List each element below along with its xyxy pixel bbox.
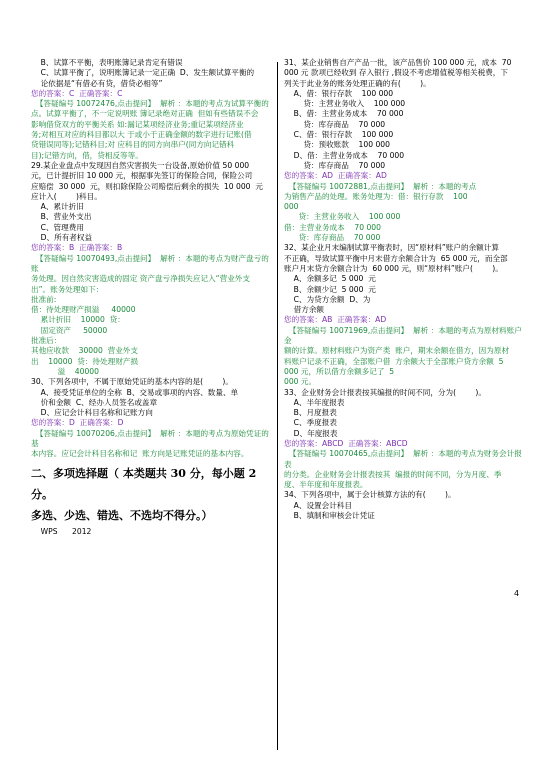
- question-line: A、借：银行存款 100 000: [284, 88, 394, 98]
- question-line: B、余额少记 5 000 元: [284, 284, 376, 294]
- question-line: B、月度报表: [284, 408, 337, 418]
- question-line: C、借：银行存款 100 000: [284, 130, 394, 140]
- question-line: 34、下列各项中，属于会计核算方法的有( )。: [284, 490, 456, 500]
- page-number: 4: [514, 589, 520, 598]
- explanation-line: 批准后：: [31, 336, 62, 346]
- explanation-line: 影响借贷双方的平衡关系 如:漏记某项经济业务;重记某项经济业: [31, 119, 244, 129]
- left-lines: [31, 58, 269, 460]
- question-line: 33、企业财务会计报表按其编报的时间不同，分为( )。: [284, 387, 486, 397]
- wps-watermark: WPS 2012: [31, 526, 92, 536]
- question-line: 32、某企业月末编制试算平衡表时，因“原材料”账户的余额计算: [284, 243, 499, 253]
- question-line: 元，已计提折旧 10 000 元，根据事先签订的保险合同，保险公司: [31, 171, 253, 181]
- explanation-line: 为销售产品的处理。账务处理为：借：银行存款 100: [284, 191, 468, 201]
- question-line: B、借：主营业务成本 70 000: [284, 109, 404, 119]
- question-line: A、接受凭证单位的全称 B、交易或事项的内容、数量、单: [31, 387, 239, 397]
- explanation-line: 本内容。应记会计科目名称和记 账方向是记账凭证的基本内容。: [31, 449, 249, 459]
- question-line: 贷：主营业务收入 100 000: [284, 99, 406, 109]
- explanation-line: 000 元，所以借方余额多记了 5: [284, 366, 395, 376]
- question-line: 贷：库存商品 70 000: [284, 160, 386, 170]
- question-line: D、借：主营业务成本 70 000: [284, 150, 405, 160]
- explanation-line: 额的计算。原材料账户为资产类 账户，期末余额在借方，因为原材: [284, 346, 510, 356]
- explanation-line: 出”。账务处理如下：: [31, 284, 104, 294]
- explanation-line: 贷错误同等);记错科目;对 应科目的同方向串户(同方向记错科: [31, 140, 235, 150]
- question-line: B、填制和审核会计凭证: [284, 511, 375, 521]
- explanation-line: 务处理。因自然灾害造成的固定 资产盘亏净损失应记入“营业外支: [31, 274, 250, 284]
- explanation-line: 【答疑编号 10072476,点击提问】 解析 ：本题的考点为试算平衡的: [31, 99, 269, 109]
- explanation-line: 【答疑编号 10070206,点击提问】 解析 ：本题的考点为原始凭证的基: [31, 428, 269, 448]
- answer-line: 您的答案：B 正确答案：B: [31, 243, 123, 253]
- question-line: B、营业外支出: [31, 212, 92, 222]
- question-line: C、为贷方余额 D、为: [284, 294, 371, 304]
- explanation-line: 【答疑编号 10070493,点击提问】 解析 ：本题的考点为财产盘亏的账: [31, 253, 269, 273]
- question-line: 应赔偿 30 000 元，则扣除保险公司赔偿后剩余的损失 10 000 元: [31, 181, 263, 191]
- column-divider: [277, 62, 278, 750]
- question-line: 贷：库存商品 70 000: [284, 119, 386, 129]
- section-subtitle: 多选、少选、错选、不选均不得分。）: [31, 508, 213, 522]
- answer-line: 您的答案：C 正确答案：C: [31, 88, 123, 98]
- answer-line: 您的答案：AB 正确答案：AD: [284, 315, 387, 325]
- explanation-line: 贷：库存商品 70 000: [284, 233, 381, 243]
- explanation-line: 000: [284, 202, 299, 212]
- explanation-line: 出 10000 贷：待处理财产损: [31, 356, 138, 366]
- section-title: 二、多项选择题（ 本类题共 30 分，每小题 2: [31, 466, 257, 480]
- left-column: [31, 58, 269, 537]
- explanation-line: 固定资产 50000: [31, 325, 108, 335]
- right-column: [284, 58, 524, 521]
- answer-line: 您的答案：D 正确答案：D: [31, 418, 124, 428]
- question-line: 31、某企业销售自产产品一批，该产品售价 100 000 元，成本 70: [284, 58, 512, 67]
- explanation-line: 的分类。企业财务会计报表按其 编报的时间不同，分为月度、季: [284, 469, 502, 479]
- question-line: 30、下列各项中，不属于原始凭证的基本内容的是( )。: [31, 377, 233, 387]
- explanation-line: 目);记错方向，借，贷相反等等。: [31, 150, 143, 160]
- question-line: 应计入( )科目。: [31, 191, 102, 201]
- question-line: A、设置会计科目: [284, 500, 353, 510]
- question-line: 列关于此业务的账务处理正确的有( )。: [284, 78, 431, 88]
- explanation-line: 点。试算平衡了，不一定说明账 簿记录绝对正确 但如有些错误不会: [31, 109, 259, 119]
- question-line: D、应记会计科目名称和记账方向: [31, 408, 153, 418]
- answer-line: 您的答案：ABCD 正确答案：ABCD: [284, 438, 408, 448]
- explanation-line: 溢 40000: [31, 366, 99, 376]
- explanation-line: 000 元。: [284, 377, 317, 387]
- explanation-line: 度、半年度和年度报表。: [284, 480, 368, 490]
- question-line: A、累计折旧: [31, 202, 84, 212]
- question-line: 价和金额 C、经办人员签名或盖章: [31, 397, 158, 407]
- section-title-cont: 分。: [31, 487, 53, 501]
- question-line: C、试算平衡了，说明账簿记录一定正确 D、发生额试算平衡的: [31, 68, 255, 78]
- explanation-line: 料账户记录不正确，全部账户借 方余额大于全部账户贷方余额 5: [284, 356, 504, 366]
- question-line: 论依据是“有借必有贷，借贷必相等”: [31, 78, 163, 88]
- question-line: A、余额多记 5 000 元: [284, 274, 376, 284]
- explanation-line: 【答疑编号 10072881,点击提问】 解析 ：本题的考点: [284, 181, 477, 191]
- explanation-line: 贷：主营业务收入 100 000: [284, 212, 401, 222]
- explanation-line: 借：待处理财产损溢 40000: [31, 305, 136, 315]
- explanation-line: 【答疑编号 10070465,点击提问】 解析 ：本题的考点为财务会计报表: [284, 449, 522, 469]
- explanation-line: 务;对相互对应的科目都以大 于或小于正确金额的数字进行记账(借: [31, 130, 252, 140]
- question-line: D、年度报表: [284, 428, 338, 438]
- answer-line: 您的答案：AD 正确答案：AD: [284, 171, 387, 181]
- explanation-line: 【答疑编号 10071969,点击提问】 解析 ：本题的考点为原材料账户金: [284, 325, 522, 346]
- question-line: C、管理费用: [31, 222, 84, 232]
- question-line: 29.某企业盘点中发现因自然灾害损失一台设备,原始价值 50 000: [31, 160, 250, 170]
- question-line: 账户月末贷方余额合计为 60 000 元，则“原材料”账户( )。: [284, 263, 503, 273]
- question-line: 贷：预收账款 100 000: [284, 140, 390, 150]
- question-line: C、季度报表: [284, 418, 337, 428]
- question-line: A、半年度报表: [284, 397, 345, 407]
- question-line: 借方余额: [284, 305, 325, 315]
- question-line: 不正确，导致试算平衡中月末借方余额合计为 65 000 元，而全部: [284, 253, 508, 263]
- explanation-line: 累计折旧 10000 贷：: [31, 315, 125, 325]
- right-lines: [284, 58, 524, 521]
- question-line: 000 元 款项已经收到 存入银行 ,假设不考虑增值税等相关税费，下: [284, 68, 508, 78]
- question-line: B、试算不平衡，表明账簿记录肯定有错误: [31, 58, 183, 67]
- explanation-line: 借：主营业务成本 70 000: [284, 222, 381, 232]
- question-line: D、所有者权益: [31, 233, 93, 243]
- explanation-line: 批准前:: [31, 294, 57, 304]
- explanation-line: 其他应收款 30000 营业外支: [31, 346, 138, 356]
